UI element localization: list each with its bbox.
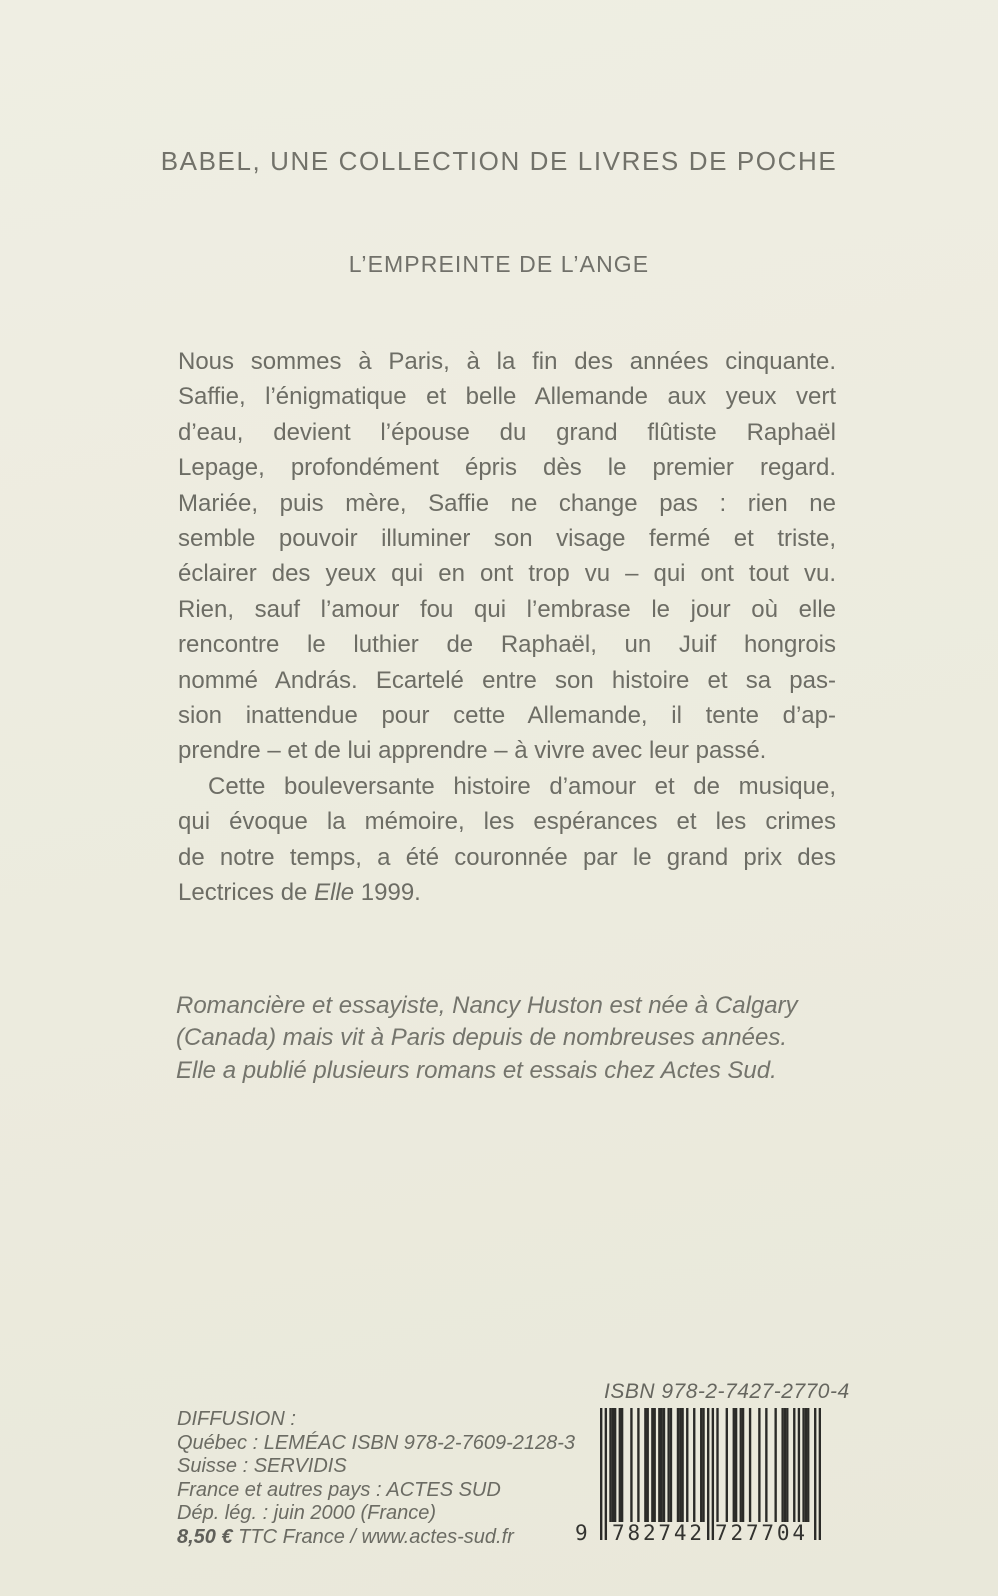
book-title: L’EMPREINTE DE L’ANGE: [348, 251, 650, 277]
diffusion-line: DIFFUSION :: [177, 1408, 296, 1430]
synopsis-line: nommé András. Ecartelé entre son histoire et sa pas-: [178, 666, 836, 694]
synopsis-line: d’eau, devient l’épouse du grand flûtiste Raphaël: [178, 418, 836, 446]
synopsis-line: qui évoque la mémoire, les espérances et les crimes: [178, 808, 836, 836]
synopsis-line: prendre – et de lui apprendre – à vivre avec leur passé.: [178, 737, 767, 765]
diffusion-line: Québec : LEMÉAC ISBN 978-2-7609-2128-3: [177, 1431, 575, 1454]
synopsis: [178, 344, 836, 911]
price-value: 8,50 €: [177, 1525, 233, 1548]
price-line: [177, 1526, 575, 1550]
synopsis-line: semble pouvoir illuminer son visage fermé et triste,: [178, 525, 836, 553]
diffusion-block: [177, 1408, 575, 1550]
synopsis-line: Rien, sauf l’amour fou qui l’embrase le jour où elle: [178, 595, 836, 623]
synopsis-text: Lectrices de: [178, 879, 315, 907]
author-bio-line: Romancière et essayiste, Nancy Huston est née à Calgary: [176, 992, 798, 1019]
synopsis-line: Mariée, puis mère, Saffie ne change pas : rien ne: [178, 489, 836, 517]
barcode-digits-left: 7 8 2 7 4 2: [612, 1521, 702, 1545]
synopsis-line: Lepage, profondément épris dès le premier regard.: [178, 454, 836, 482]
barcode-digits-right: 7 2 7 7 0 4: [715, 1521, 805, 1545]
isbn-label: ISBN 978-2-7427-2770-4: [604, 1380, 850, 1403]
collection-header: BABEL, UNE COLLECTION DE LIVRES DE POCHE: [160, 146, 838, 176]
synopsis-line: Cette bouleversante histoire d’amour et de musique,: [208, 772, 836, 800]
synopsis-line: éclairer des yeux qui en ont trop vu – qui ont tout vu.: [178, 560, 836, 588]
synopsis-line: sion inattendue pour cette Allemande, il tente d’ap-: [178, 702, 836, 730]
synopsis-line: [178, 875, 836, 910]
author-bio-line: (Canada) mais vit à Paris depuis de nombreuses années.: [176, 1024, 787, 1052]
diffusion-line: France et autres pays : ACTES SUD: [177, 1478, 501, 1501]
diffusion-line: Suisse : SERVIDIS: [177, 1455, 347, 1478]
synopsis-text: 1999.: [354, 879, 421, 907]
author-bio-line: Elle a publié plusieurs romans et essais chez Actes Sud.: [176, 1056, 777, 1084]
synopsis-line: Saffie, l’énigmatique et belle Allemande aux yeux vert: [178, 383, 836, 411]
synopsis-line: Nous sommes à Paris, à la fin des années cinquante.: [178, 348, 836, 375]
magazine-name-italic: Elle: [314, 879, 355, 907]
diffusion-line: Dép. lég. : juin 2000 (France): [177, 1502, 437, 1525]
synopsis-line: de notre temps, a été couronnée par le grand prix des: [178, 843, 836, 871]
barcode-digit-first: 9: [575, 1521, 588, 1545]
author-bio: [176, 990, 836, 1087]
synopsis-line: rencontre le luthier de Raphaël, un Juif hongrois: [178, 631, 836, 659]
ean13-barcode: [573, 1408, 825, 1548]
price-suffix: TTC France / www.actes-sud.fr: [232, 1525, 514, 1548]
